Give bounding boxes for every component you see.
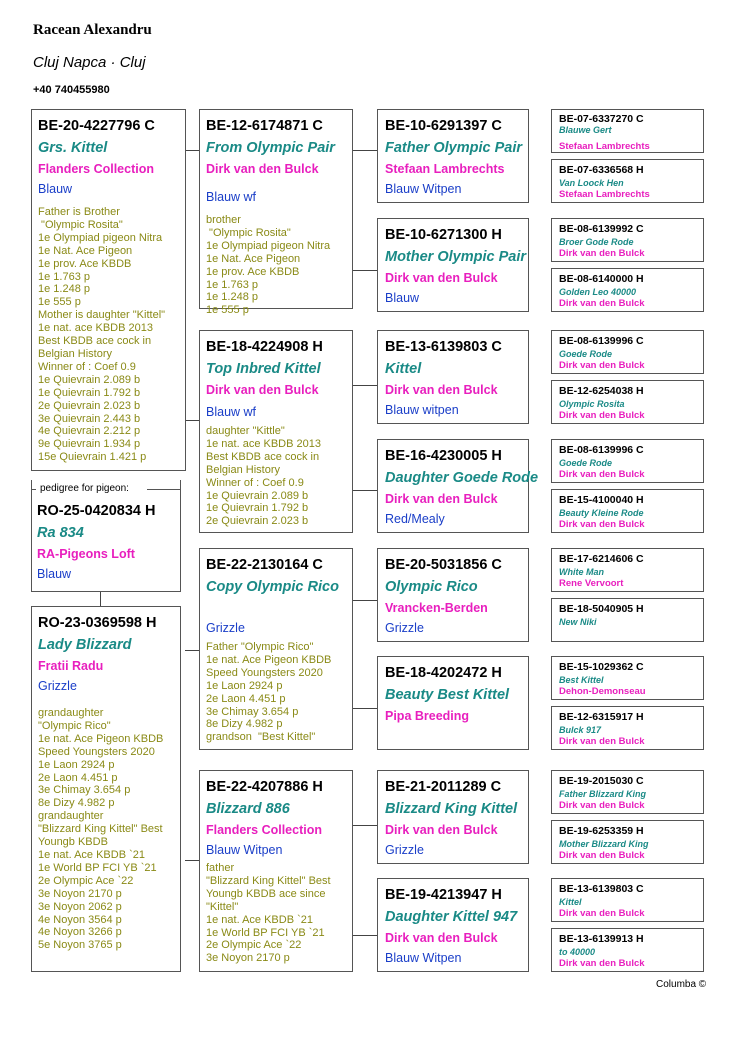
ancestor-card[interactable] (551, 770, 704, 814)
connector-line (352, 150, 377, 151)
sire-color: Blauw (38, 182, 73, 196)
pigeon-name: Goede Rode (559, 458, 613, 468)
grandparent-card[interactable] (199, 330, 353, 533)
pigeon-name: Mother Olympic Pair (385, 249, 527, 265)
breeder-name: Rene Vervoort (559, 578, 624, 589)
breeder-name: Dirk van den Bulck (559, 519, 645, 530)
ring-number: BE-20-5031856 C (385, 557, 502, 573)
breeder-name: Dirk van den Bulck (559, 908, 645, 919)
ring-number: BE-18-5040905 H (559, 603, 644, 615)
connector-line (185, 420, 200, 421)
ancestor-card[interactable] (551, 706, 704, 750)
connector-line (352, 708, 377, 709)
pigeon-name: Kittel (559, 897, 582, 907)
ancestor-card[interactable] (551, 489, 704, 533)
pigeon-name: Goede Rode (559, 349, 613, 359)
ring-number: BE-08-6139996 C (559, 335, 644, 347)
breeder-name: Dirk van den Bulck (559, 298, 645, 309)
great-grandparent-card[interactable] (377, 330, 529, 424)
ring-number: BE-10-6291397 C (385, 118, 502, 134)
pigeon-color: Blauw wf (206, 190, 257, 204)
ring-number: BE-08-6140000 H (559, 273, 644, 285)
ring-number: BE-10-6271300 H (385, 227, 502, 243)
breeder-name (206, 601, 347, 617)
pigeon-name: to 40000 (559, 947, 596, 957)
ring-number: BE-13-6139803 C (559, 883, 644, 895)
great-grandparent-card[interactable] (377, 439, 539, 533)
ring-number: BE-15-1029362 C (559, 661, 644, 673)
breeder-name: Flanders Collection (206, 823, 322, 837)
pigeon-notes: brother "Olympic Rosita" 1e Olympiad pigeon Nitra 1e Nat. Ace Pigeon 1e prov. Ace KBDB 1e 1.763 p 1e 1.248 p 1e 555 p (206, 214, 331, 317)
breeder-name: Dehon-Demonseau (559, 686, 646, 697)
ancestor-card[interactable] (551, 380, 704, 424)
pigeon-color: Grizzle (385, 843, 424, 857)
ring-number: BE-12-6254038 H (559, 385, 644, 397)
breeder-name: Dirk van den Bulck (559, 469, 645, 480)
ancestor-card[interactable] (551, 598, 704, 642)
dam-color: Grizzle (38, 679, 77, 693)
pigeon-name: Kittel (385, 361, 422, 377)
ancestor-card[interactable] (551, 159, 704, 203)
breeder-name: Stefaan Lambrechts (559, 189, 650, 200)
ancestor-card[interactable] (551, 656, 704, 700)
pigeon-name: Bulck 917 (559, 725, 602, 735)
ring-number: BE-16-4230005 H (385, 448, 502, 464)
subject-card[interactable] (37, 503, 156, 581)
pigeon-name: New Niki (559, 617, 597, 627)
breeder-name: Dirk van den Bulck (559, 800, 645, 811)
pigeon-name: Daughter Goede Rode (385, 470, 539, 486)
ancestor-card[interactable] (551, 928, 704, 972)
pigeon-name: Blauwe Gert (559, 125, 612, 135)
breeder-name: Dirk van den Bulck (559, 958, 645, 969)
breeder-name: Dirk van den Bulck (559, 248, 645, 259)
ring-number: BE-22-4207886 H (206, 779, 323, 795)
dam-name: Lady Blizzard (38, 637, 132, 653)
pigeon-notes: Father "Olympic Rico" 1e nat. Ace Pigeon KBDB Speed Youngsters 2020 1e Laon 2924 p 2e Laon 4.451 p 3e Chimay 3.654 p 8e Dizy 4.982 p grandson "Best Kittel" (206, 641, 332, 744)
pigeon-name: Van Loock Hen (559, 178, 624, 188)
pigeon-name: Blizzard King Kittel (385, 801, 518, 817)
pigeon-name: White Man (559, 567, 604, 577)
pigeon-name: Daughter Kittel 947 (385, 909, 518, 925)
ring-number: BE-07-6336568 H (559, 164, 644, 176)
pigeon-name: Father Olympic Pair (385, 140, 522, 156)
owner-location: Cluj Napca · Cluj (33, 54, 146, 71)
ring-number: BE-19-6253359 H (559, 825, 644, 837)
connector-line (352, 490, 377, 491)
grandparent-card[interactable] (199, 109, 353, 317)
connector-line (185, 860, 200, 861)
pigeon-color: Grizzle (206, 621, 245, 635)
pigeon-color: Grizzle (385, 621, 424, 635)
pigeon-name: Olympic Rico (385, 579, 478, 595)
great-grandparent-card[interactable] (377, 548, 529, 642)
breeder-name: Dirk van den Bulck (206, 162, 319, 176)
subject-name: Ra 834 (37, 525, 84, 541)
ancestor-card[interactable] (551, 548, 704, 592)
connector-line (185, 650, 200, 651)
pigeon-name: Best Kittel (559, 675, 604, 685)
ring-number: BE-13-6139803 C (385, 339, 502, 355)
pigeon-notes: daughter "Kittle" 1e nat. ace KBDB 2013 Best KBDB ace cock in Belgian History Winner of : Coef 0.9 1e Quievrain 2.089 b 1e Quievrain 1.792 b 2e Quievrain 2.023 b (206, 425, 321, 528)
pigeon-color: Blauw Witpen (385, 182, 462, 196)
great-grandparent-card[interactable] (377, 878, 529, 972)
sire-notes: Father is Brother "Olympic Rosita" 1e Olympiad pigeon Nitra 1e Nat. Ace Pigeon 1e prov. Ace KBDB 1e 1.763 p 1e 1.248 p 1e 555 p Mother is daughter "Kittel" 1e nat. ace KBDB 2013 Best KBDB ace cock in Belgian History Winner of : Coef 0.9 1e Quievrain 2.089 b 1e Quievrain 1.792 b 2e Quievrain 2.023 b 3e Quievrain 2.443 b 4e Quievrain 2.212 p 9e Quievrain 1.934 p 15e Quievrain 1.421 p (38, 206, 166, 464)
pigeon-color: Red/Mealy (385, 512, 445, 526)
pigeon-name: Blizzard 886 (206, 801, 290, 817)
pigeon-color: Blauw witpen (385, 403, 459, 417)
ring-number: BE-19-2015030 C (559, 775, 644, 787)
breeder-name: Dirk van den Bulck (385, 271, 498, 285)
ancestor-card[interactable] (551, 330, 704, 374)
pigeon-name: Olympic Rosita (559, 399, 625, 409)
connector-line (352, 600, 377, 601)
ring-number: BE-12-6315917 H (559, 711, 644, 723)
dam-ring-number: RO-23-0369598 H (38, 615, 157, 631)
pigeon-name: Mother Blizzard King (559, 839, 649, 849)
subject-ring-number: RO-25-0420834 H (37, 503, 156, 519)
dam-notes: grandaughter "Olympic Rico" 1e nat. Ace Pigeon KBDB Speed Youngsters 2020 1e Laon 2924 p 2e Laon 4.451 p 3e Chimay 3.654 p 8e Dizy 4.982 p grandaughter "Blizzard King Kittel" Best Youngb KBDB 1e nat. Ace KBDB `21 1e World BP FCI YB `21 2e Olympic Ace `22 3e Noyon 2170 p 3e Noyon 2062 p 4e Noyon 3564 p 4e Noyon 3266 p 5e Noyon 3765 p (38, 707, 164, 952)
footer-credit: Columba © (656, 979, 707, 990)
breeder-name: Dirk van den Bulck (559, 736, 645, 747)
pigeon-name: From Olympic Pair (206, 140, 335, 156)
breeder-name: Dirk van den Bulck (559, 360, 645, 371)
pigeon-color: Blauw wf (206, 405, 257, 419)
connector-line (100, 592, 101, 606)
pigeon-name: Copy Olympic Rico (206, 579, 339, 595)
sire-breeder: Flanders Collection (38, 162, 154, 176)
ring-number: BE-15-4100040 H (559, 494, 644, 506)
ring-number: BE-21-2011289 C (385, 779, 502, 795)
subject-breeder: RA-Pigeons Loft (37, 547, 135, 561)
subject-frame-label: pedigree for pigeon: (40, 483, 129, 494)
connector-line (352, 935, 377, 936)
breeder-name: Dirk van den Bulck (206, 383, 319, 397)
breeder-name: Vrancken-Berden (385, 601, 488, 615)
grandparent-card[interactable] (199, 770, 353, 972)
pigeon-color: Blauw (385, 291, 420, 305)
ring-number: BE-18-4202472 H (385, 665, 502, 681)
ancestor-card[interactable] (551, 218, 704, 262)
ancestor-card[interactable] (551, 820, 704, 864)
pigeon-notes: father "Blizzard King Kittel" Best Youngb KBDB ace since "Kittel" 1e nat. Ace KBDB `21 1e World BP FCI YB `21 2e Olympic Ace `22 3e Noyon 2170 p (206, 862, 331, 965)
breeder-name: Dirk van den Bulck (559, 850, 645, 861)
breeder-name: Dirk van den Bulck (385, 492, 498, 506)
ring-number: BE-12-6174871 C (206, 118, 323, 134)
pigeon-name: Top Inbred Kittel (206, 361, 321, 377)
great-grandparent-card[interactable] (377, 218, 529, 312)
great-grandparent-card[interactable] (377, 656, 529, 750)
ancestor-card[interactable] (551, 109, 704, 153)
pigeon-color: Blauw Witpen (206, 843, 283, 857)
sire-ring-number: BE-20-4227796 C (38, 118, 155, 134)
ring-number: BE-08-6139992 C (559, 223, 644, 235)
owner-name: Racean Alexandru (33, 22, 152, 38)
ring-number: BE-18-4224908 H (206, 339, 323, 355)
breeder-name: Stefaan Lambrechts (559, 141, 650, 152)
ring-number: BE-17-6214606 C (559, 553, 644, 565)
connector-line (352, 825, 377, 826)
pigeon-name: Broer Gode Rode (559, 237, 634, 247)
connector-line (185, 150, 200, 151)
grandparent-card[interactable] (199, 548, 353, 750)
pigeon-name: Golden Leo 40000 (559, 287, 637, 297)
pigeon-color: Blauw Witpen (385, 951, 462, 965)
dam-breeder: Fratii Radu (38, 659, 104, 673)
ancestor-card[interactable] (551, 878, 704, 922)
connector-line (352, 385, 377, 386)
breeder-name: Pipa Breeding (385, 709, 470, 723)
pigeon-name: Beauty Best Kittel (385, 687, 510, 703)
breeder-name: Dirk van den Bulck (385, 931, 498, 945)
great-grandparent-card[interactable] (377, 770, 529, 864)
ancestor-card[interactable] (551, 439, 704, 483)
pigeon-name: Father Blizzard King (559, 789, 647, 799)
sire-name: Grs. Kittel (38, 140, 108, 156)
ancestor-card[interactable] (551, 268, 704, 312)
breeder-name: Dirk van den Bulck (385, 383, 498, 397)
pigeon-name: Beauty Kleine Rode (559, 508, 644, 518)
ring-number: BE-19-4213947 H (385, 887, 502, 903)
owner-phone: +40 740455980 (33, 84, 110, 96)
breeder-name: Dirk van den Bulck (559, 410, 645, 421)
breeder-name: Stefaan Lambrechts (385, 162, 505, 176)
breeder-name: Dirk van den Bulck (385, 823, 498, 837)
dam-card[interactable] (31, 606, 181, 972)
great-grandparent-card[interactable] (377, 109, 529, 203)
ring-number: BE-13-6139913 H (559, 933, 644, 945)
ring-number: BE-08-6139996 C (559, 444, 644, 456)
connector-line (352, 270, 377, 271)
ring-number: BE-07-6337270 C (559, 113, 644, 125)
sire-card[interactable] (31, 109, 186, 471)
subject-color: Blauw (37, 567, 72, 581)
ring-number: BE-22-2130164 C (206, 557, 323, 573)
